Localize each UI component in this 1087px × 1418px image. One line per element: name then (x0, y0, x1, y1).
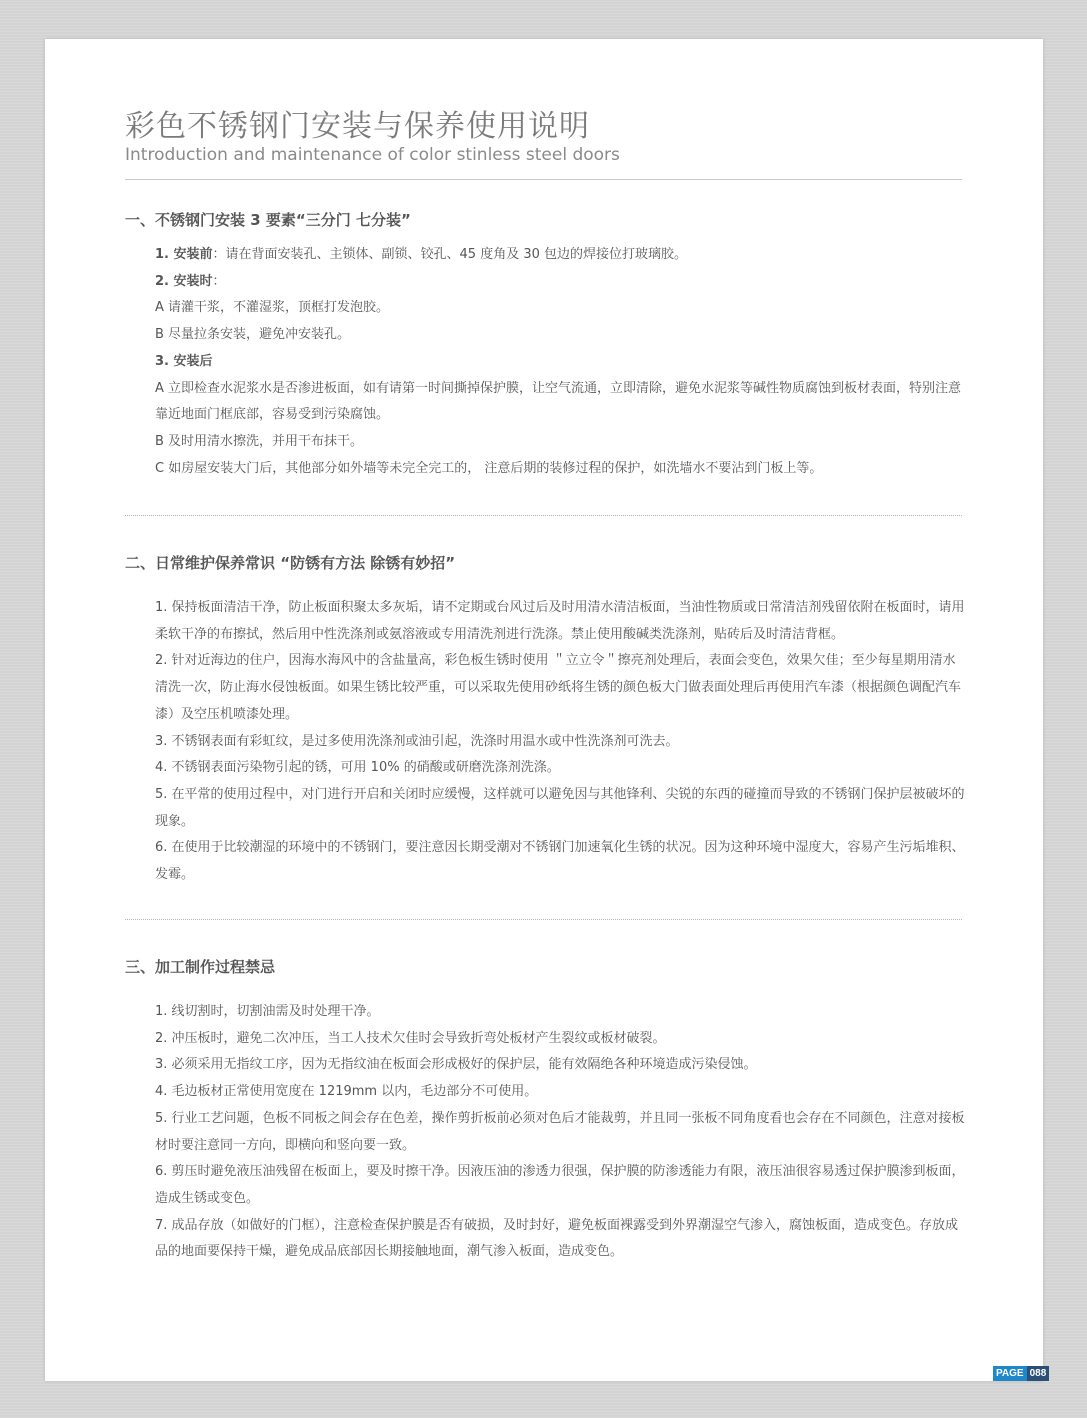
list-item: B 尽量拉条安装，避免冲安装孔。 (155, 327, 351, 343)
list-item: B 及时用清水擦洗，并用干布抹干。 (155, 433, 364, 449)
section-body-processing (155, 999, 965, 1266)
list-item: 5. 在平常的使用过程中，对门进行开启和关闭时应缓慢，这样就可以避免因与其他锋利、尖锐的东西的碰撞而导致的不锈钢门保护层被破坏的现象。 (155, 786, 965, 829)
section-divider (125, 919, 962, 920)
list-item: 3. 安装后 (155, 353, 213, 369)
page-number: 088 (1027, 1366, 1050, 1381)
list-item: 4. 毛边板材正常使用宽度在 1219mm 以内，毛边部分不可使用。 (155, 1084, 538, 1100)
list-item: 1. 安装前：请在背面安装孔、主锁体、副锁、铰孔、45 度角及 30 包边的焊接位打玻璃胶。 (155, 247, 687, 262)
page-title: 彩色不锈钢门安装与保养使用说明 (125, 109, 590, 144)
document-page (45, 39, 1043, 1381)
list-item: 6. 在使用于比较潮湿的环境中的不锈钢门，要注意因长期受潮对不锈钢门加速氧化生锈的状况。因为这种环境中湿度大，容易产生污垢堆积、发霉。 (155, 840, 965, 883)
list-item: C 如房屋安装大门后，其他部分如外墙等未完全完工的， 注意后期的装修过程的保护，如洗墙水不要沾到门板上等。 (155, 460, 823, 476)
list-item: 6. 剪压时避免液压油残留在板面上，要及时擦干净。因液压油的渗透力很强，保护膜的防渗透能力有限，液压油很容易透过保护膜渗到板面，造成生锈或变色。 (155, 1164, 965, 1206)
page-label: PAGE (993, 1366, 1027, 1381)
page-subtitle: Introduction and maintenance of color stinless steel doors (125, 145, 620, 165)
list-item: 2. 冲压板时，避免二次冲压，当工人技术欠佳时会导致折弯处板材产生裂纹或板材破裂。 (155, 1030, 666, 1046)
list-item: 2. 针对近海边的住户，因海水海风中的含盐量高，彩色板生锈时使用 ＂立立令＂擦亮剂处理后，表面会变色，效果欠佳；至少每星期用清水清洗一次，防止海水侵蚀板面。如果生锈比较严重，可以采取先使用砂纸将生锈的颜色板大门做表面处理后再使用汽车漆（根据颜色调配汽车漆）及空压机喷漆处理。 (155, 653, 962, 722)
section-divider (125, 515, 962, 516)
section-heading-maintenance: 二、日常维护保养常识 “防锈有方法 除锈有妙招” (125, 554, 456, 572)
list-item: 7. 成品存放（如做好的门框），注意检查保护膜是否有破损，及时封好，避免板面裸露受到外界潮湿空气渗入，腐蚀板面，造成变色。存放成品的地面要保持干燥，避免成品底部因长期接触地面，潮气渗入板面，造成变色。 (155, 1217, 959, 1260)
list-item: 1. 保持板面清洁干净，防止板面积聚太多灰垢，请不定期或台风过后及时用清水清洁板面，当油性物质或日常清洁剂残留依附在板面时，请用柔软干净的布擦拭，然后用中性洗涤剂或氨溶液或专用清洗剂进行洗涤。禁止使用酸碱类洗涤剂，贴砖后及时清洁背框。 (155, 600, 965, 642)
list-item: A 请灌干浆，不灌湿浆，顶框打发泡胶。 (155, 300, 390, 316)
list-item: 1. 线切割时，切割油需及时处理干净。 (155, 1004, 380, 1019)
page-number-badge (993, 1366, 1049, 1381)
list-item: 2. 安装时： (155, 273, 226, 289)
list-item: 3. 必须采用无指纹工序，因为无指纹油在板面会形成极好的保护层，能有效隔绝各种环境造成污染侵蚀。 (155, 1057, 757, 1073)
list-item: 5. 行业工艺问题，色板不同板之间会存在色差，操作剪折板前必须对色后才能裁剪，并且同一张板不同角度看也会存在不同颜色，注意对接板材时要注意同一方向，即横向和竖向要一致。 (155, 1110, 965, 1153)
title-divider (125, 179, 962, 180)
list-item: 4. 不锈钢表面污染物引起的锈，可用 10% 的硝酸或研磨洗涤剂洗涤。 (155, 760, 560, 776)
list-item: 3. 不锈钢表面有彩虹纹，是过多使用洗涤剂或油引起，洗涤时用温水或中性洗涤剂可洗去。 (155, 733, 679, 749)
section-heading-installation: 一、不锈钢门安装 3 要素“三分门 七分装” (125, 211, 411, 229)
section-heading-processing: 三、加工制作过程禁忌 (125, 958, 276, 976)
section-body-maintenance (155, 595, 965, 889)
list-item: A 立即检查水泥浆水是否渗进板面，如有请第一时间撕掉保护膜，让空气流通，立即清除，避免水泥浆等碱性物质腐蚀到板材表面，特别注意靠近地面门框底部，容易受到污染腐蚀。 (155, 380, 962, 423)
section-body-installation (155, 242, 965, 482)
